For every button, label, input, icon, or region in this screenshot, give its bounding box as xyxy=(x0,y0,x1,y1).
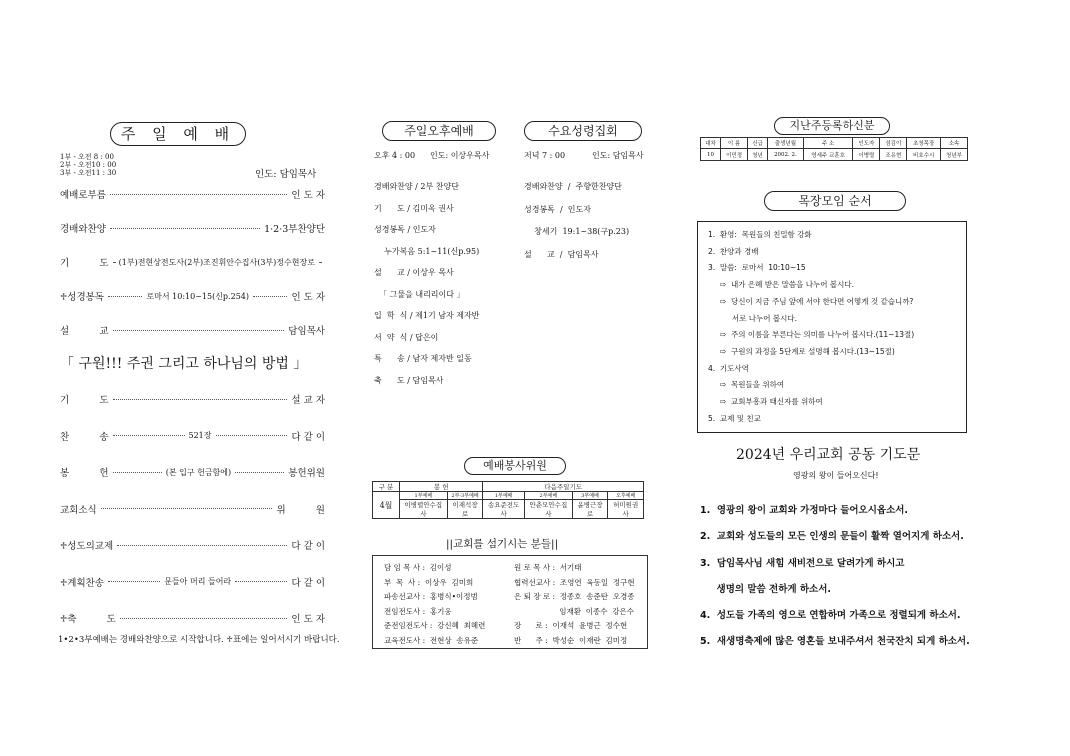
cell-item: ⇨ 구원의 과정을 5단계로 설명해 봅시다.(13~15절) xyxy=(708,346,895,356)
prayer-list xyxy=(700,498,970,656)
time-2: 2부 - 오전10 : 00 xyxy=(60,161,117,169)
cell-item: ⇨ 주의 이름을 부른다는 의미를 나누어 봅시다.(11~13절) xyxy=(708,330,915,340)
prayer-item: 4. 성도들 가족의 영으로 연합하며 가족으로 정렬되게 하소서. xyxy=(700,610,961,622)
leader-dots xyxy=(113,262,115,263)
newcomer-cell: 영세주 교훈호 xyxy=(803,149,853,161)
val-5: 윤병근장로 xyxy=(572,500,608,519)
newcomer-header: 소속 xyxy=(941,138,968,149)
pm-item: 특 송 / 남자 제자반 일동 xyxy=(374,354,472,363)
pm-item: 입 학 식 / 제1기 남자 제자반 xyxy=(374,311,480,320)
item-detail: (1부)전현상전도사(2부)조진휘안수집사(3부)정수현장로 xyxy=(118,257,315,267)
prayer-subtitle: 영광의 왕이 들어오신다! xyxy=(793,471,879,480)
cell-item: ⇨ 교회부흥과 태신자를 위하여 xyxy=(708,397,823,407)
newcomer-header: 출생년월 xyxy=(768,138,804,149)
cell-meeting-title: 목장모임 순서 xyxy=(764,191,906,211)
worship-item xyxy=(60,465,325,479)
item-label: 봉 헌 xyxy=(60,468,109,479)
cell-item: 1. 환영: 목원들의 친밀함 강화 xyxy=(708,230,812,239)
afternoon-order xyxy=(374,176,479,391)
prayer-item: 생명의 말씀 전하게 하소서. xyxy=(700,583,832,595)
cell-item: 5. 교제 및 친교 xyxy=(708,413,761,423)
sub-2: 2부·3부예배 xyxy=(447,492,483,500)
newcomer-header: 섬김이 xyxy=(880,138,907,149)
newcomer-cell: 청년 xyxy=(748,149,768,161)
wed-item: 성경봉독 / 인도자 xyxy=(524,204,591,214)
newcomers-table xyxy=(700,137,968,161)
item-person: 다 같 이 xyxy=(291,577,326,589)
pm-item: 설 교 / 이상우 목사 xyxy=(374,268,454,277)
leader-dots xyxy=(113,330,285,331)
pm-item: 「 그물을 내리리이다 」 xyxy=(374,289,465,299)
item-detail: 521장 xyxy=(188,431,212,440)
val-3: 송요준전도사 xyxy=(483,500,525,519)
item-label: ♱계획찬송 xyxy=(60,577,104,589)
worship-item xyxy=(60,221,325,235)
wed-leader: 인도: 담임목사 xyxy=(592,151,644,160)
leader-dots xyxy=(117,545,287,546)
staff-line: 원 로 목 사 : 서기태 xyxy=(514,563,582,572)
leader-dots xyxy=(319,262,321,263)
pm-item: 성경봉독 / 인도자 xyxy=(374,225,436,234)
wed-item: 설 교 / 담임목사 xyxy=(524,249,599,259)
prayer-item: 2. 교회와 성도들의 모든 인생의 문들이 활짝 열어지게 하소서. xyxy=(700,531,964,543)
th-next-prayer: 다음주일기도 xyxy=(483,482,644,492)
pm-time: 오후 4 : 00 xyxy=(374,151,416,160)
staff-line: 장 로 : 이재석 윤병근 정수현 xyxy=(514,621,628,631)
cell-item: 2. 찬양과 경배 xyxy=(708,246,759,256)
sub-5: 3부예배 xyxy=(572,492,608,500)
month-cell: 4월 xyxy=(373,492,400,519)
th-offering: 봉 헌 xyxy=(400,482,483,492)
leader-dots xyxy=(113,472,162,473)
pm-item: 누가복음 5:1~11(신p.95) xyxy=(374,246,480,256)
service-committee-title: 예배봉사위원 xyxy=(464,457,566,475)
item-label: ♱성도의교제 xyxy=(60,541,114,552)
item-label: 찬 송 xyxy=(60,431,109,443)
leader-dots xyxy=(113,399,288,400)
newcomer-cell: 이병렬 xyxy=(853,149,880,161)
newcomer-header: 이 름 xyxy=(721,138,748,149)
staff-right-list xyxy=(514,561,635,649)
wednesday-service-title: 수요성령집회 xyxy=(524,121,642,141)
newcomer-header: 주 소 xyxy=(803,138,853,149)
item-person: 담임목사 xyxy=(288,326,325,337)
cell-meeting-list xyxy=(708,227,914,427)
item-label: 기 도 xyxy=(60,258,109,269)
staff-line: 준전임전도사 : 강신혜 최혜련 xyxy=(384,621,486,631)
staff-line: 교육전도사 : 전현상 송유준 xyxy=(384,635,479,645)
time-1: 1부 - 오전 8 : 00 xyxy=(60,153,114,161)
item-label: 교회소식 xyxy=(60,504,97,516)
newcomer-cell: 조유현 xyxy=(880,149,907,161)
leader-dots xyxy=(235,472,284,473)
leader-label: 인도: 담임목사 xyxy=(255,169,317,180)
newcomer-header: 초청목장 xyxy=(907,138,941,149)
prayer-title: 2024년 우리교회 공동 기도문 xyxy=(736,447,921,463)
wed-item: 경배와찬양 / 주향한찬양단 xyxy=(524,182,622,191)
sermon-title: 「 구원!!! 주권 그리고 하나님의 방법 」 xyxy=(60,356,308,372)
worship-item xyxy=(60,392,325,406)
sub-1: 1부예배 xyxy=(400,492,448,500)
item-person: 봉헌위원 xyxy=(288,468,325,479)
item-person: 인 도 자 xyxy=(291,614,325,625)
staff-line: 임재환 이종수 강은수 xyxy=(514,606,635,616)
newcomer-cell: 청년부 xyxy=(941,149,968,161)
item-person: 1·2·3부찬양단 xyxy=(264,224,325,235)
staff-line: 반 주 : 박성순 이재란 김미정 xyxy=(514,635,628,645)
worship-item xyxy=(60,323,325,337)
staff-line: 은 퇴 장 로 : 정종호 송준탄 오경종 xyxy=(514,592,635,602)
pm-leader: 인도: 이상우목사 xyxy=(430,151,490,160)
item-label: 기 도 xyxy=(60,395,109,406)
staff-left-list xyxy=(384,561,485,649)
newcomer-cell: 이민정 xyxy=(721,149,748,161)
cell-item: 4. 기도사역 xyxy=(708,363,749,373)
pm-item: 축 도 / 담임목사 xyxy=(374,375,444,385)
worship-item xyxy=(60,187,325,201)
prayer-item: 1. 영광의 왕이 교회와 가정마다 들어오시옵소서. xyxy=(700,505,909,516)
leader-dots xyxy=(216,435,288,436)
sub-3: 1부예배 xyxy=(483,492,525,500)
item-person: 다 같 이 xyxy=(291,541,325,552)
leader-dots xyxy=(113,435,185,436)
leader-dots xyxy=(110,194,288,195)
worship-item xyxy=(60,538,325,552)
leader-dots xyxy=(110,228,260,229)
leader-dots xyxy=(235,581,287,582)
item-label: ♱축 도 xyxy=(60,614,116,625)
item-label: 예배로부름 xyxy=(60,190,106,201)
sub-6: 오후예배 xyxy=(608,492,644,500)
service-times xyxy=(60,153,116,177)
service-committee-table xyxy=(372,481,644,519)
item-label: ♱성경봉독 xyxy=(60,292,104,303)
item-person: 인 도 자 xyxy=(291,190,325,201)
item-detail: (본 입구 헌금함에) xyxy=(165,467,232,477)
item-label: 설 교 xyxy=(60,326,109,337)
worship-item xyxy=(60,255,325,269)
newcomer-header: 대차 xyxy=(701,138,721,149)
newcomers-title: 지난주등록하신분 xyxy=(774,117,890,135)
leader-dots xyxy=(253,296,287,297)
leader-dots xyxy=(108,296,142,297)
newcomer-cell: 2002. 2. xyxy=(768,149,804,161)
pm-item: 서 약 식 / 답은이 xyxy=(374,332,439,342)
afternoon-service-title: 주일오후예배 xyxy=(382,121,496,141)
wed-item: 창세기 19:1~38(구p.23) xyxy=(524,227,630,236)
staff-title: ||교회를 섬기시는 분들|| xyxy=(446,538,559,550)
sub-4: 2부예배 xyxy=(525,492,573,500)
prayer-item: 5. 새생명축제에 많은 영혼들 보내주셔서 천국잔치 되게 하소서. xyxy=(700,636,970,648)
newcomer-cell: 비호수시 xyxy=(907,149,941,161)
item-detail: 로마서 10:10~15(신p.254) xyxy=(146,291,249,301)
val-4: 안춘모안수집사 xyxy=(525,500,573,519)
cell-item: ⇨ 당신이 지금 주님 앞에 서야 한다면 어떻게 것 같습니까? xyxy=(708,296,914,306)
staff-line: 부 목 사 : 이상우 김미희 xyxy=(384,577,474,587)
newcomer-header: 신급 xyxy=(748,138,768,149)
leader-dots xyxy=(108,581,160,582)
leader-dots xyxy=(120,618,288,619)
footnote: 1•2•3부예배는 경배와찬양으로 시작합니다. ♱표에는 일어서시기 바랍니다. xyxy=(58,635,340,645)
item-person: 위 원 xyxy=(276,504,325,516)
cell-item: ⇨ 목원들을 위하여 xyxy=(708,380,785,390)
item-person: 설 교 자 xyxy=(291,395,325,406)
val-2: 이재석장로 xyxy=(447,500,483,519)
newcomer-header: 인도자 xyxy=(853,138,880,149)
worship-item xyxy=(60,502,325,516)
worship-item xyxy=(60,429,325,443)
wednesday-order xyxy=(524,176,629,266)
item-person: 인 도 자 xyxy=(291,292,326,303)
prayer-item: 3. 담임목사님 새힘 새비전으로 달려가게 하시고 xyxy=(700,557,905,569)
val-6: 허미원권사 xyxy=(608,500,644,519)
pm-item: 경배와찬양 / 2부 찬양단 xyxy=(374,182,459,191)
item-person: 다 같 이 xyxy=(291,431,326,443)
staff-line: 전임전도사 : 홍기웅 xyxy=(384,606,452,616)
staff-line: 협력선교사 : 조영연 육동일 정구현 xyxy=(514,577,635,587)
wed-time: 저녁 7 : 00 xyxy=(524,151,566,160)
leader-dots xyxy=(101,508,273,509)
pm-item: 기 도 / 김미옥 권사 xyxy=(374,203,454,213)
cell-item: 3. 말씀: 로마서 10:10~15 xyxy=(708,263,806,273)
staff-line: 파송선교사 : 홍병식•이정범 xyxy=(384,592,478,602)
val-1: 이병렬안수집사 xyxy=(400,500,448,519)
item-detail: 문들아 머리 들어라 xyxy=(164,577,232,586)
worship-item xyxy=(60,575,325,589)
th-division: 구 분 xyxy=(373,482,400,492)
newcomer-cell: 10 xyxy=(701,149,721,161)
item-label: 경배와찬양 xyxy=(60,224,106,235)
worship-item xyxy=(60,611,325,625)
cell-item: 서로 나누어 봅시다. xyxy=(708,313,797,323)
sunday-service-title: 주 일 예 배 xyxy=(110,122,246,146)
staff-line: 담 임 목 사 : 김이성 xyxy=(384,563,452,572)
cell-item: ⇨ 내가 은혜 받은 말씀을 나누어 봅시다. xyxy=(708,280,854,290)
time-3: 3부 - 오전11 : 30 xyxy=(60,169,117,177)
worship-item xyxy=(60,289,325,303)
